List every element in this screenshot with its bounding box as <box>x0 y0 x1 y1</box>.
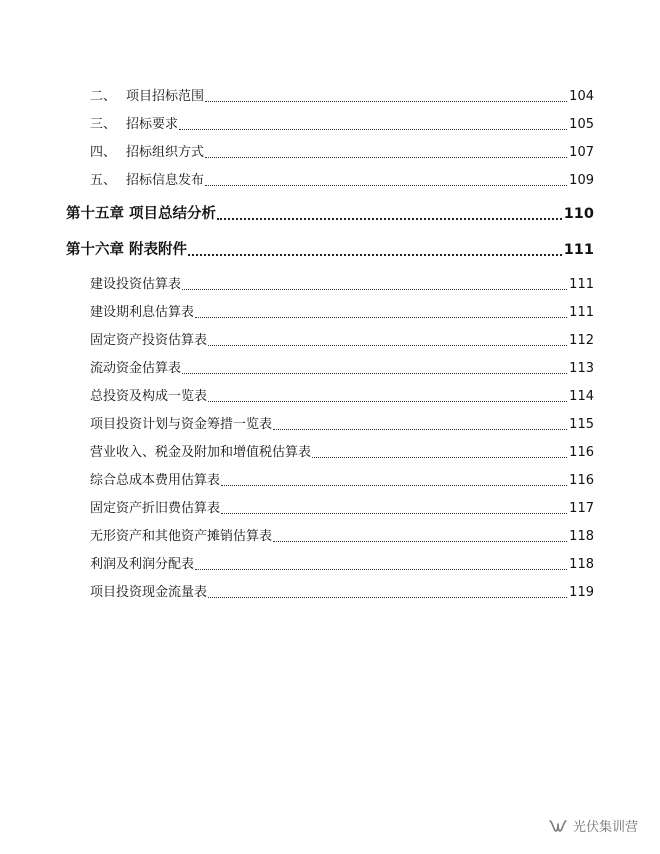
leader-dots <box>208 596 567 598</box>
toc-entry-number: 二、 <box>90 89 117 104</box>
leader-dots <box>312 456 567 458</box>
toc-table-title: 利润及利润分配表 <box>90 557 195 572</box>
toc-table-page: 113 <box>569 361 594 376</box>
toc-entry-page: 109 <box>569 173 594 188</box>
toc-table-entry[interactable] <box>90 276 594 294</box>
toc-entry-title: 招标组织方式 <box>126 145 205 160</box>
toc-table-title: 流动资金估算表 <box>90 361 182 376</box>
toc-table-page: 111 <box>569 277 594 292</box>
toc-table-page: 112 <box>569 333 594 348</box>
toc-entry-number: 四、 <box>90 145 117 160</box>
toc-chapter-page: 111 <box>563 242 594 258</box>
toc-table-page: 118 <box>569 557 594 572</box>
toc-table-entry[interactable] <box>90 528 594 546</box>
toc-table-entry[interactable] <box>90 584 594 602</box>
toc-entry-number: 五、 <box>90 173 117 188</box>
toc-table-title: 营业收入、税金及附加和增值税估算表 <box>90 445 312 460</box>
toc-table-entry[interactable] <box>90 500 594 518</box>
toc-table-entry[interactable] <box>90 444 594 462</box>
leader-dots <box>195 568 567 570</box>
toc-entry-page: 104 <box>569 89 594 104</box>
toc-table-title: 固定资产折旧费估算表 <box>90 501 221 516</box>
toc-table-title: 项目投资现金流量表 <box>90 585 208 600</box>
leader-dots <box>221 512 567 514</box>
toc-chapter-entry[interactable] <box>66 240 594 260</box>
toc-table-page: 118 <box>569 529 594 544</box>
toc-table-page: 119 <box>569 585 594 600</box>
leader-dots <box>182 288 567 290</box>
toc-chapter-title: 第十六章 附表附件 <box>66 242 188 258</box>
leader-dots <box>205 156 567 158</box>
leader-dots <box>188 253 562 256</box>
toc-table-entry[interactable] <box>90 304 594 322</box>
toc-entry[interactable] <box>90 88 594 106</box>
leader-dots <box>217 217 562 220</box>
toc-entry-title: 招标要求 <box>126 117 179 132</box>
leader-dots <box>205 184 567 186</box>
toc-entry-title: 项目招标范围 <box>126 89 205 104</box>
leader-dots <box>208 400 567 402</box>
toc-entry[interactable] <box>90 144 594 162</box>
toc-table-title: 固定资产投资估算表 <box>90 333 208 348</box>
toc-table-entry[interactable] <box>90 556 594 574</box>
leader-dots <box>182 372 567 374</box>
leader-dots <box>179 128 567 130</box>
toc-table-page: 114 <box>569 389 594 404</box>
toc-entry[interactable] <box>90 172 594 190</box>
toc-table-page: 116 <box>569 445 594 460</box>
leader-dots <box>221 484 567 486</box>
toc-table-title: 建设投资估算表 <box>90 277 182 292</box>
toc-table-entry[interactable] <box>90 472 594 490</box>
toc-entry[interactable] <box>90 116 594 134</box>
watermark-text: 光伏集训营 <box>572 820 638 835</box>
toc-table-title: 无形资产和其他资产摊销估算表 <box>90 529 273 544</box>
toc-table-page: 116 <box>569 473 594 488</box>
toc-table-page: 117 <box>569 501 594 516</box>
toc-table-entry[interactable] <box>90 388 594 406</box>
leader-dots <box>208 344 567 346</box>
leader-dots <box>205 100 567 102</box>
toc-entry-page: 105 <box>569 117 594 132</box>
toc-table-title: 项目投资计划与资金筹措一览表 <box>90 417 273 432</box>
toc-table-page: 111 <box>569 305 594 320</box>
toc-table-title: 总投资及构成一览表 <box>90 389 208 404</box>
wechat-channel-icon <box>548 818 568 834</box>
toc-chapter-entry[interactable] <box>66 204 594 224</box>
toc-table-entry[interactable] <box>90 416 594 434</box>
toc-chapter-page: 110 <box>563 206 594 222</box>
toc-chapter-title: 第十五章 项目总结分析 <box>66 206 217 222</box>
toc-table-title: 建设期利息估算表 <box>90 305 195 320</box>
toc-entry-title: 招标信息发布 <box>126 173 205 188</box>
leader-dots <box>273 540 567 542</box>
toc-table-page: 115 <box>569 417 594 432</box>
leader-dots <box>195 316 567 318</box>
watermark <box>548 816 638 835</box>
leader-dots <box>273 428 567 430</box>
toc-entry-number: 三、 <box>90 117 117 132</box>
toc-entry-page: 107 <box>569 145 594 160</box>
toc-table-title: 综合总成本费用估算表 <box>90 473 221 488</box>
toc-table-entry[interactable] <box>90 360 594 378</box>
toc-table-entry[interactable] <box>90 332 594 350</box>
